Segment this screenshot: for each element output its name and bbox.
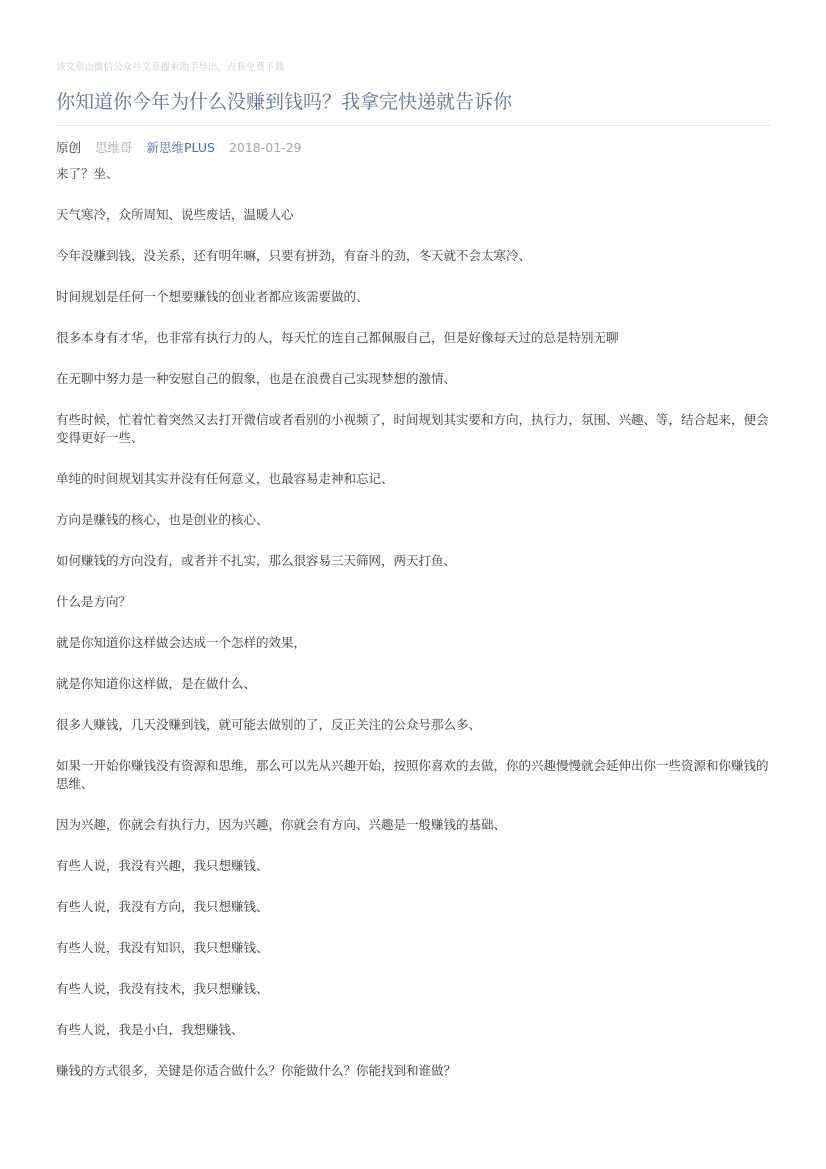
paragraph: 有些人说，我没有方向，我只想赚钱、 (56, 899, 269, 914)
paragraph: 什么是方向？ (56, 594, 132, 609)
paragraph: 单纯的时间规划其实并没有任何意义，也最容易走神和忘记、 (56, 471, 394, 486)
paragraph: 时间规划是任何一个想要赚钱的创业者都应该需要做的、 (56, 289, 369, 304)
paragraph: 有些人说，我没有技术，我只想赚钱、 (56, 981, 269, 996)
paragraph: 就是你知道你这样做，是在做什么、 (56, 676, 257, 691)
article-title: 你知道你今年为什么没赚到钱吗？我拿完快递就告诉你 (56, 76, 770, 126)
paragraph: 有些人说，我是小白，我想赚钱、 (56, 1022, 244, 1037)
paragraph: 因为兴趣，你就会有执行力，因为兴趣，你就会有方向、兴趣是一般赚钱的基础、 (56, 817, 507, 832)
export-notice-link[interactable]: 该文章由微信公众号文章搜索助手导出，点我免费下载 (56, 62, 285, 73)
paragraph: 很多人赚钱，几天没赚到钱，就可能去做别的了，反正关注的公众号那么多、 (56, 717, 482, 732)
author-name: 思维哥 (95, 140, 133, 155)
paragraph: 就是你知道你这样做会达成一个怎样的效果， (56, 635, 307, 650)
account-link[interactable]: 新思维PLUS (146, 140, 215, 155)
publish-date: 2018-01-29 (228, 140, 302, 155)
paragraph: 在无聊中努力是一种安慰自己的假象，也是在浪费自己实现梦想的激情、 (56, 371, 457, 386)
paragraph: 有些人说，我没有兴趣，我只想赚钱、 (56, 858, 269, 873)
paragraph: 赚钱的方式很多，关键是你适合做什么？你能做什么？你能找到和谁做？ (56, 1063, 457, 1078)
paragraph: 今年没赚到钱，没关系，还有明年嘛，只要有拼劲，有奋斗的劲，冬天就不会太寒冷、 (56, 248, 532, 263)
paragraph: 来了？坐、 (56, 166, 119, 181)
paragraph: 如果一开始你赚钱没有资源和思维，那么可以先从兴趣开始，按照你喜欢的去做，你的兴趣慢慢就会延伸出你一些资源和你赚钱的思维、 (56, 758, 769, 791)
paragraph: 有些时候，忙着忙着突然又去打开微信或者看别的小视频了，时间规划其实要和方向，执行力，氛围、兴趣、等，结合起来，便会变得更好一些、 (56, 412, 769, 445)
paragraph: 很多本身有才华，也非常有执行力的人，每天忙的连自己都佩服自己，但是好像每天过的总是特别无聊 (56, 330, 619, 345)
paragraph: 方向是赚钱的核心，也是创业的核心、 (56, 512, 269, 527)
paragraph: 有些人说，我没有知识，我只想赚钱、 (56, 940, 269, 955)
article-meta (56, 138, 770, 158)
paragraph: 天气寒冷，众所周知、说些废话，温暖人心 (56, 207, 294, 222)
paragraph: 如何赚钱的方向没有，或者并不扎实，那么很容易三天筛网，两天打鱼、 (56, 553, 457, 568)
original-label: 原创 (56, 140, 82, 155)
article-page (56, 60, 770, 1103)
article-content (56, 165, 770, 1080)
